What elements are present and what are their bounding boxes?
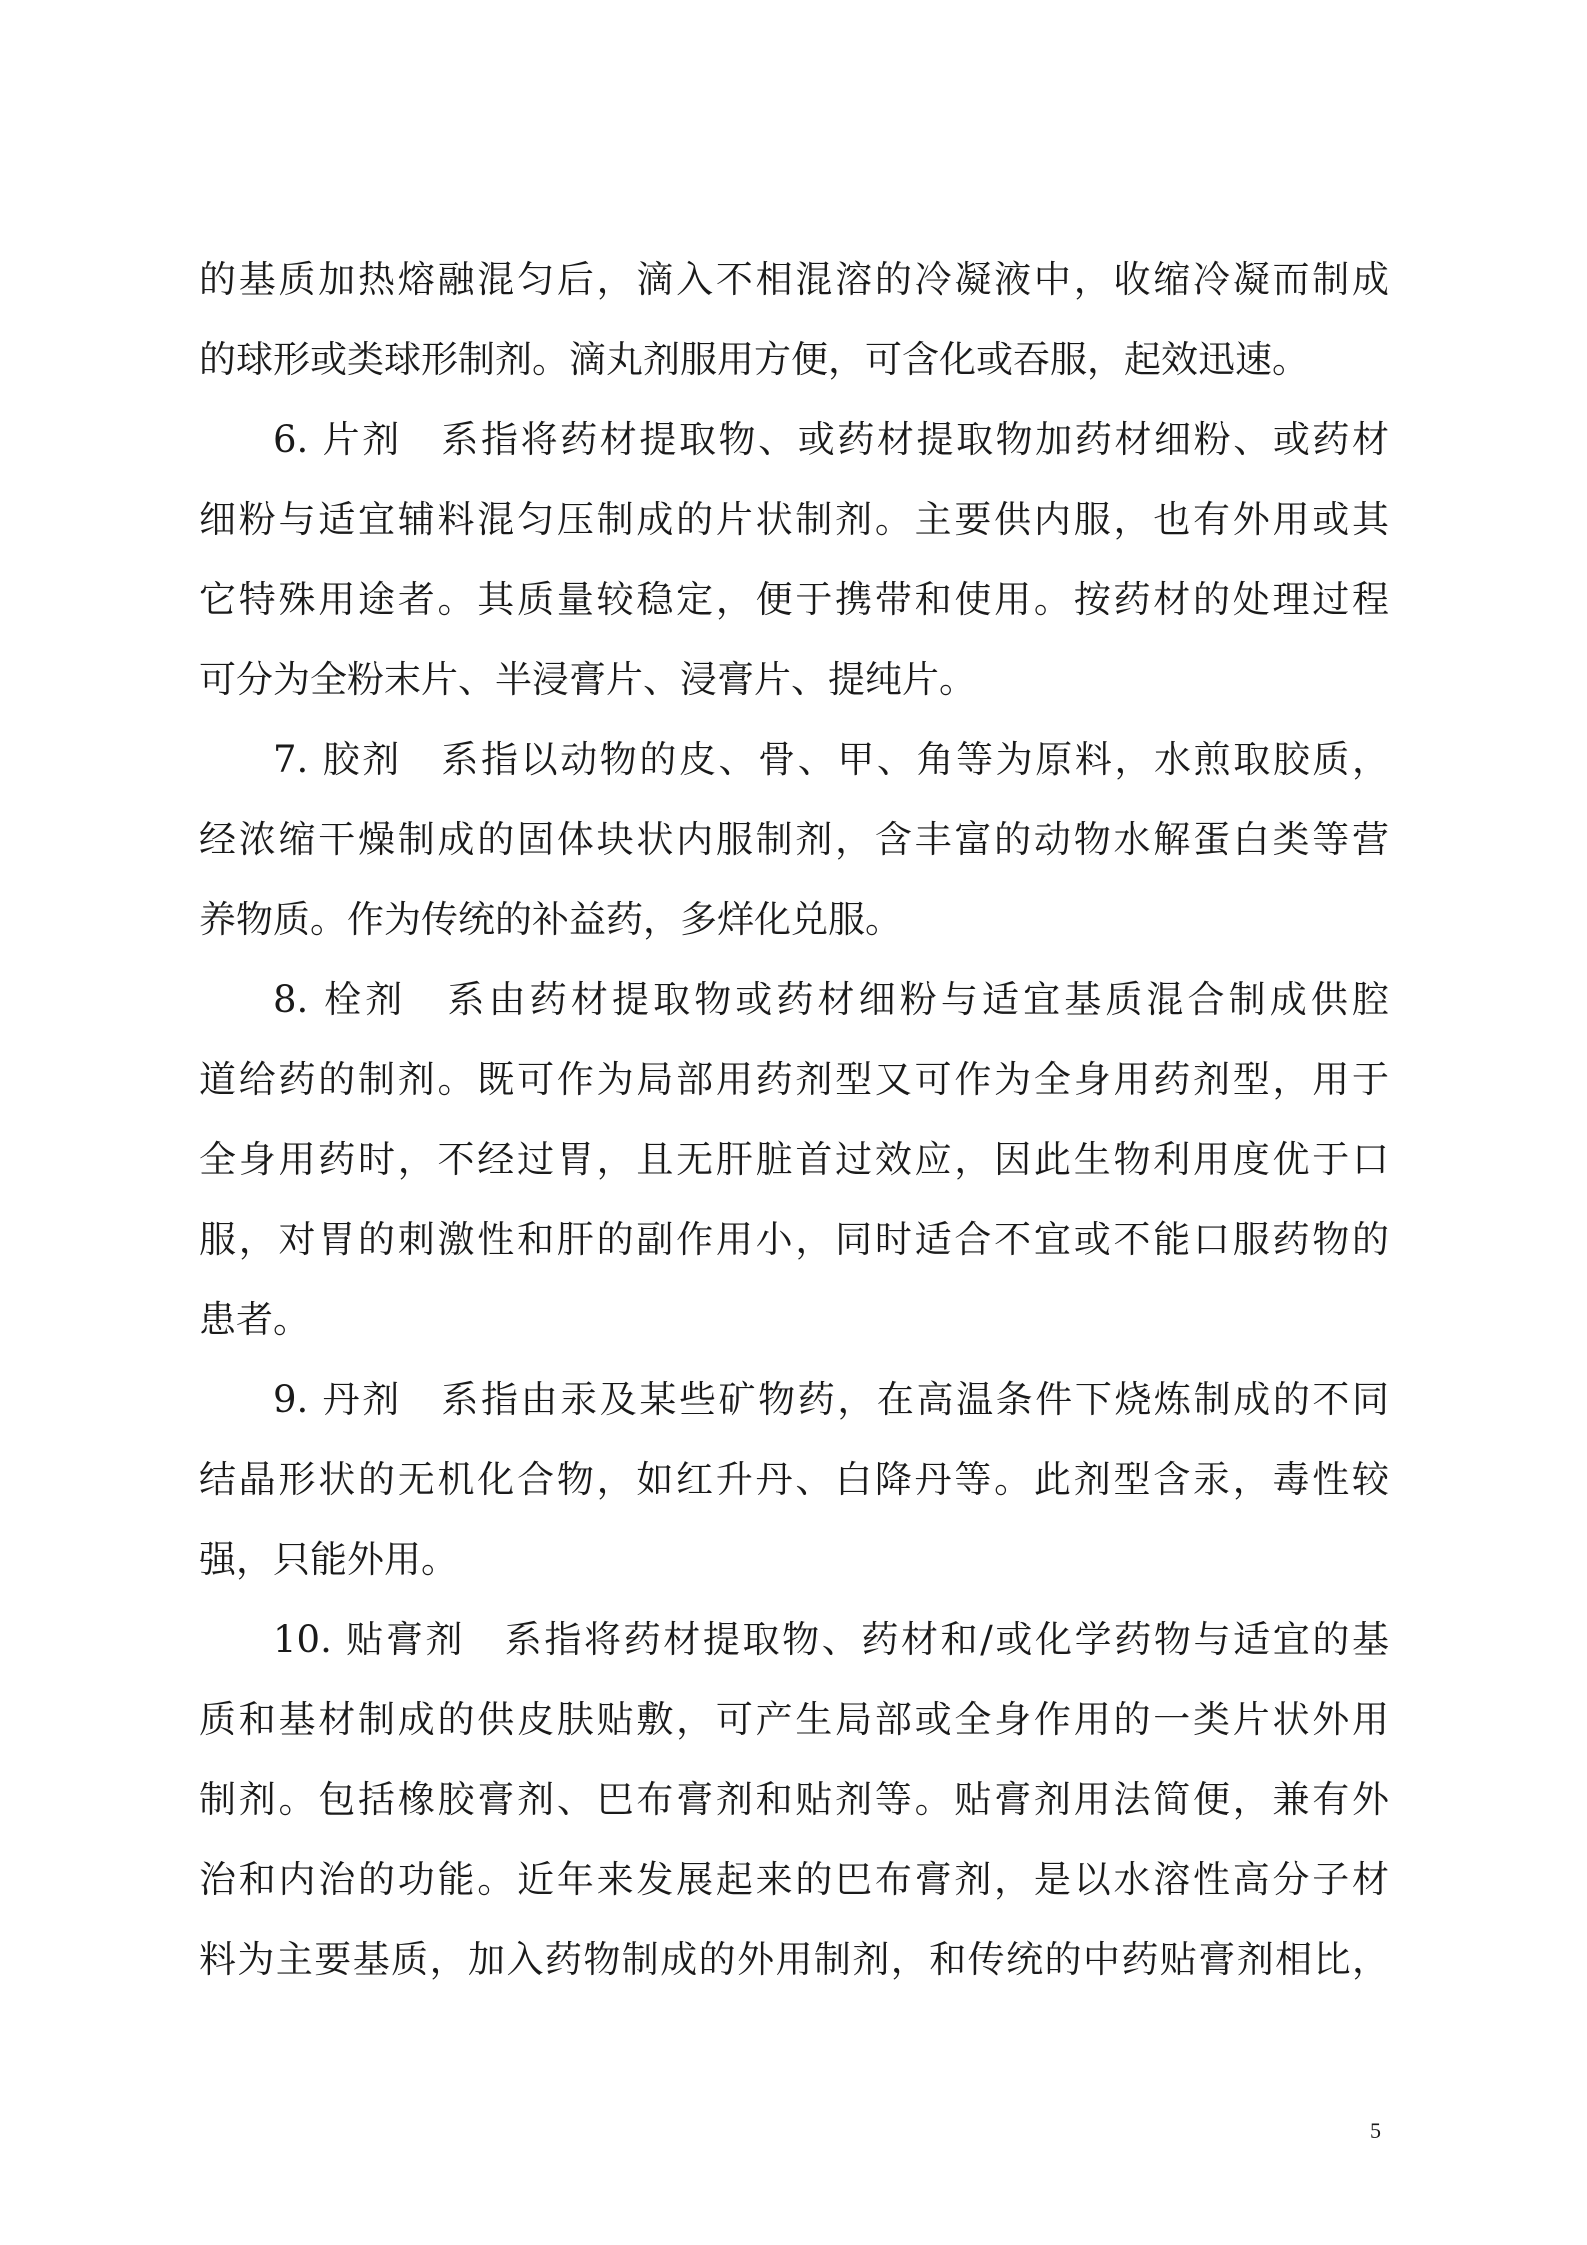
page-number: 5 [1370, 2118, 1381, 2143]
text-line: 服，对胃的刺激性和肝的副作用小，同时适合不宜或不能口服药物的 [199, 1218, 1389, 1261]
text-line: 养物质。作为传统的补益药，多烊化兑服。 [199, 898, 902, 941]
text-line: 的基质加热熔融混匀后，滴入不相混溶的冷凝液中，收缩冷凝而制成 [199, 258, 1389, 301]
text-line: 结晶形状的无机化合物，如红升丹、白降丹等。此剂型含汞，毒性较 [199, 1458, 1389, 1501]
text-line: 患者。 [199, 1298, 310, 1341]
text-line: 治和内治的功能。近年来发展起来的巴布膏剂，是以水溶性高分子材 [199, 1858, 1389, 1901]
text-line: 可分为全粉末片、半浸膏片、浸膏片、提纯片。 [199, 658, 976, 701]
text-line: 8. 栓剂 系由药材提取物或药材细粉与适宜基质混合制成供腔 [273, 978, 1389, 1021]
text-line: 7. 胶剂 系指以动物的皮、骨、甲、角等为原料，水煎取胶质， [273, 738, 1389, 781]
text-line: 质和基材制成的供皮肤贴敷，可产生局部或全身作用的一类片状外用 [199, 1698, 1389, 1741]
text-line: 细粉与适宜辅料混匀压制成的片状制剂。主要供内服，也有外用或其 [199, 498, 1389, 541]
text-line: 的球形或类球形制剂。滴丸剂服用方便，可含化或吞服，起效迅速。 [199, 338, 1309, 381]
text-line: 经浓缩干燥制成的固体块状内服制剂，含丰富的动物水解蛋白类等营 [199, 818, 1389, 861]
text-line: 道给药的制剂。既可作为局部用药剂型又可作为全身用药剂型，用于 [199, 1058, 1389, 1101]
text-line: 它特殊用途者。其质量较稳定，便于携带和使用。按药材的处理过程 [199, 578, 1389, 621]
text-line: 强，只能外用。 [199, 1538, 458, 1581]
text-line: 10. 贴膏剂 系指将药材提取物、药材和/或化学药物与适宜的基 [273, 1618, 1389, 1661]
text-line: 料为主要基质，加入药物制成的外用制剂，和传统的中药贴膏剂相比， [199, 1938, 1389, 1981]
text-line: 9. 丹剂 系指由汞及某些矿物药，在高温条件下烧炼制成的不同 [273, 1378, 1389, 1421]
text-line: 制剂。包括橡胶膏剂、巴布膏剂和贴剂等。贴膏剂用法简便，兼有外 [199, 1778, 1389, 1821]
text-line: 6. 片剂 系指将药材提取物、或药材提取物加药材细粉、或药材 [273, 418, 1389, 461]
text-line: 全身用药时，不经过胃，且无肝脏首过效应，因此生物利用度优于口 [199, 1138, 1389, 1181]
